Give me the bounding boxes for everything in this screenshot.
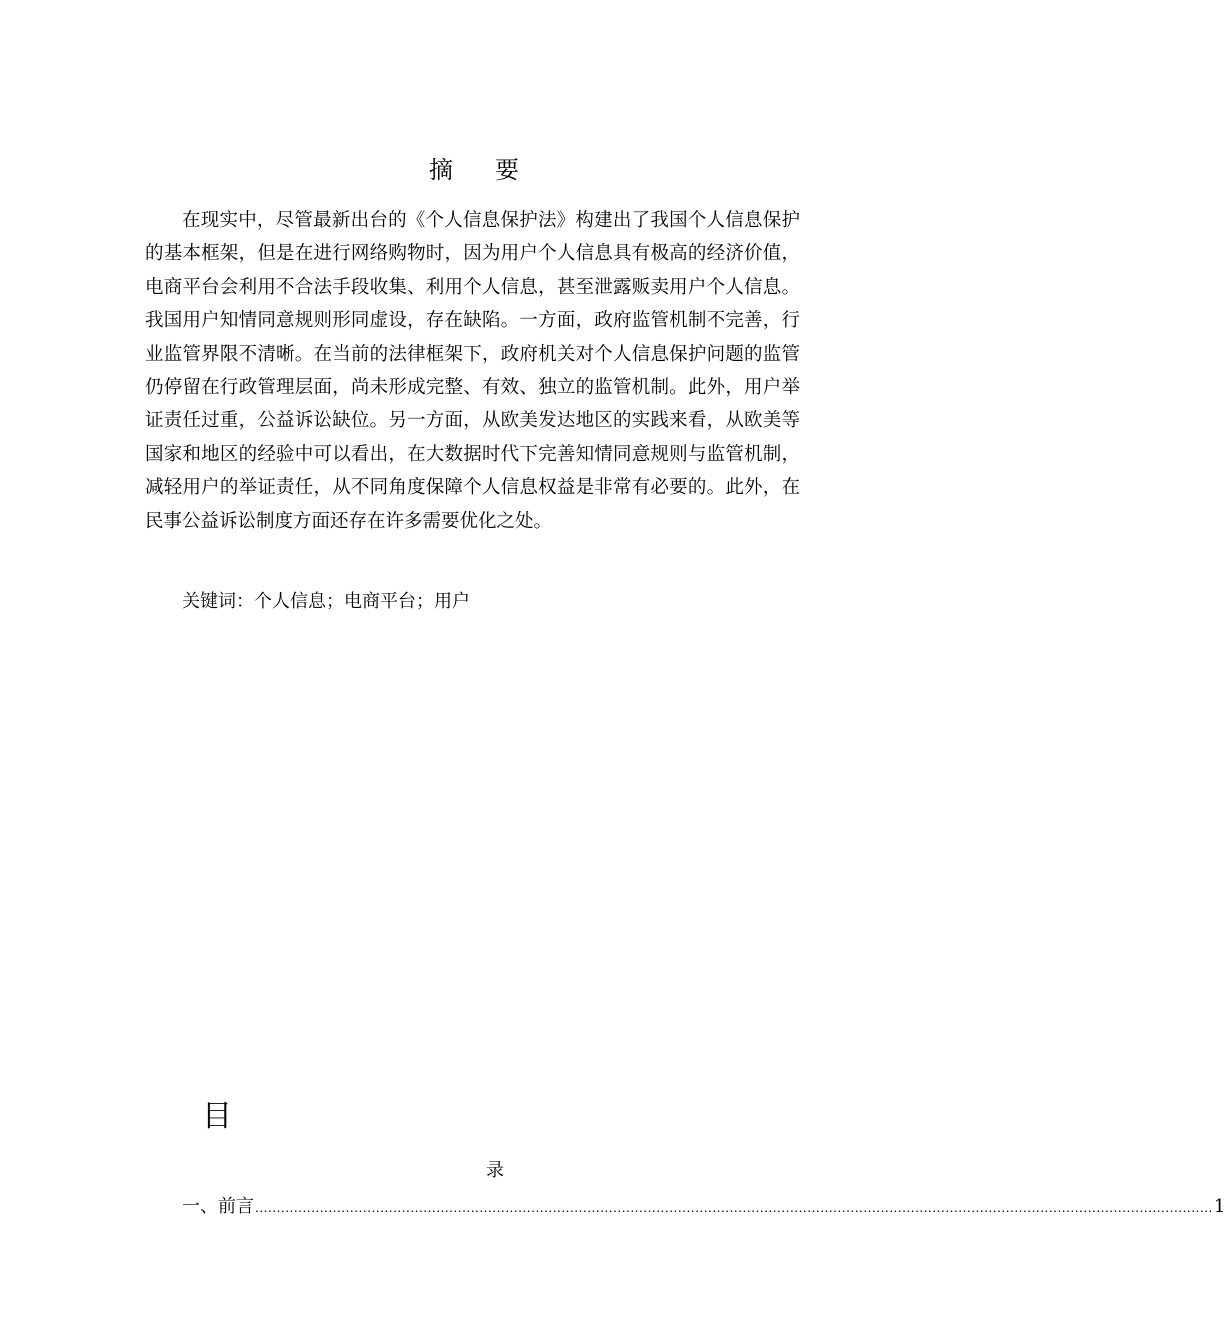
keywords-line: 关键词：个人信息；电商平台；用户: [182, 591, 470, 612]
abstract-title-char-1: 摘: [429, 156, 455, 184]
toc-entry-label: 前言: [218, 1196, 254, 1217]
abstract-title-char-2: 要: [495, 156, 521, 184]
toc-entry-number: 一、: [182, 1196, 218, 1217]
toc-entry-page: 1: [1213, 1196, 1225, 1217]
toc-subheading: 录: [486, 1160, 504, 1181]
toc-dot-leader: ..............................................................................................................................................................................................................................: [255, 1201, 1213, 1215]
toc-heading: 目: [202, 1099, 232, 1134]
abstract-body: 在现实中，尽管最新出台的《个人信息保护法》构建出了我国个人信息保护的基本框架，但是在进行网络购物时，因为用户个人信息具有极高的经济价值，电商平台会利用不合法手段收集、利用个人信息，甚至泄露贩卖用户个人信息。我国用户知情同意规则形同虚设，存在缺陷。一方面，政府监管机制不完善，行业监管界限不清晰。在当前的法律框架下，政府机关对个人信息保护问题的监管仍停留在行政管理层面，尚未形成完整、有效、独立的监管机制。此外，用户举证责任过重，公益诉讼缺位。另一方面，从欧美发达地区的实践来看，从欧美等国家和地区的经验中可以看出，在大数据时代下完善知情同意规则与监管机制，减轻用户的举证责任，从不同角度保障个人信息权益是非常有必要的。此外，在民事公益诉讼制度方面还存在许多需要优化之处。: [145, 210, 800, 532]
abstract-title: [0, 152, 950, 188]
toc-entry[interactable]: [182, 1192, 1225, 1223]
